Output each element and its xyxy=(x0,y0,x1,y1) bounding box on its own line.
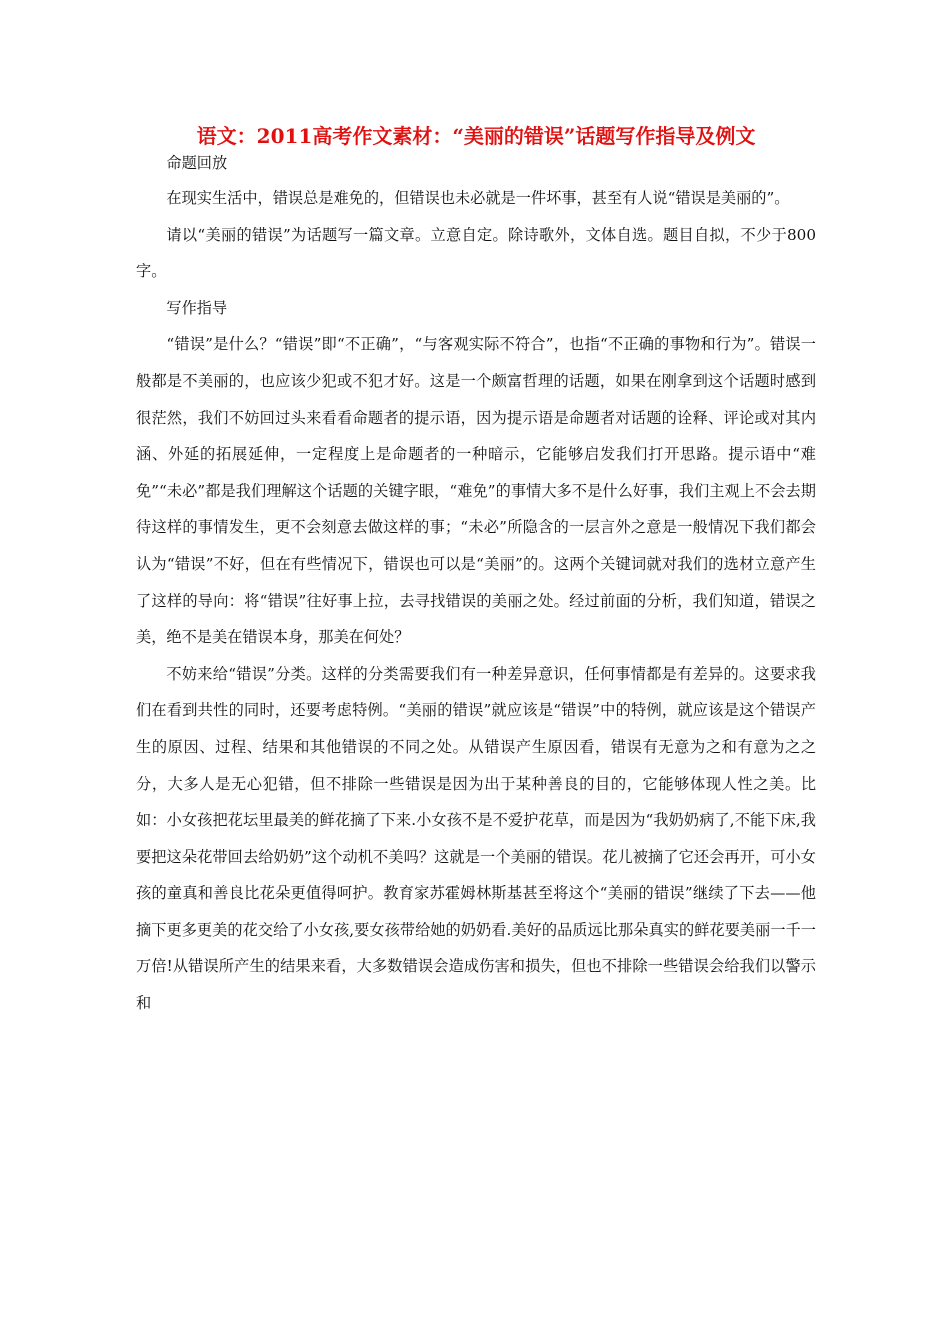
section-heading-prompt-review: 命题回放 xyxy=(166,154,228,172)
paragraph: “错误”是什么？“错误”即“不正确”，“与客观实际不符合”，也指“不正确的事物和行为”。错误一般都是不美丽的，也应该少犯或不犯才好。这是一个颇富哲理的话题，如果在刚拿到这个话题时感到很茫然，我们不妨回过头来看看命题者的提示语，因为提示语是命题者对话题的诠释、评论或对其内涵、外延的拓展延伸，一定程度上是命题者的一种暗示，它能够启发我们打开思路。提示语中“难免”“未必”都是我们理解这个话题的关键字眼，“难免”的事情大多不是什么好事，我们主观上不会去期待这样的事情发生，更不会刻意去做这样的事；“未必”所隐含的一层言外之意是一般情况下我们都会认为“错误”不好，但在有些情况下，错误也可以是“美丽”的。这两个关键词就对我们的选材立意产生了这样的导向：将“错误”往好事上拉，去寻找错误的美丽之处。经过前面的分析，我们知道，错误之美，绝不是美在错误本身，那美在何处？ xyxy=(136,335,816,647)
section-heading-writing-guide: 写作指导 xyxy=(166,298,228,317)
document-body xyxy=(136,152,816,1022)
document-title: 语文：2011高考作文素材：“美丽的错误”话题写作指导及例文 xyxy=(196,124,756,148)
paragraph: 不妨来给“错误”分类。这样的分类需要我们有一种差异意识，任何事情都是有差异的。这要求我们在看到共性的同时，还要考虑特例。“美丽的错误”就应该是“错误”中的特例，就应该是这个错误产生的原因、过程、结果和其他错误的不同之处。从错误产生原因看，错误有无意为之和有意为之之分，大多人是无心犯错，但不排除一些错误是因为出于某种善良的目的，它能够体现人性之美。比如：小女孩把花坛里最美的鲜花摘了下来.小女孩不是不爱护花草，而是因为“我奶奶病了,不能下床,我要把这朵花带回去给奶奶”这个动机不美吗？这就是一个美丽的错误。花儿被摘了它还会再开，可小女孩的童真和善良比花朵更值得呵护。教育家苏霍姆林斯基甚至将这个“美丽的错误”继续了下去——他摘下更多更美的花交给了小女孩,要女孩带给她的奶奶看.美好的品质远比那朵真实的鲜花要美丽一千一万倍!从错误所产生的结果来看，大多数错误会造成伤害和损失，但也不排除一些错误会给我们以警示和 xyxy=(136,664,816,1013)
paragraph: 请以“美丽的错误”为话题写一篇文章。立意自定。除诗歌外，文体自选。题目自拟，不少于800字。 xyxy=(136,225,816,281)
paragraph: 在现实生活中，错误总是难免的，但错误也未必就是一件坏事，甚至有人说“错误是美丽的”。 xyxy=(166,189,790,207)
